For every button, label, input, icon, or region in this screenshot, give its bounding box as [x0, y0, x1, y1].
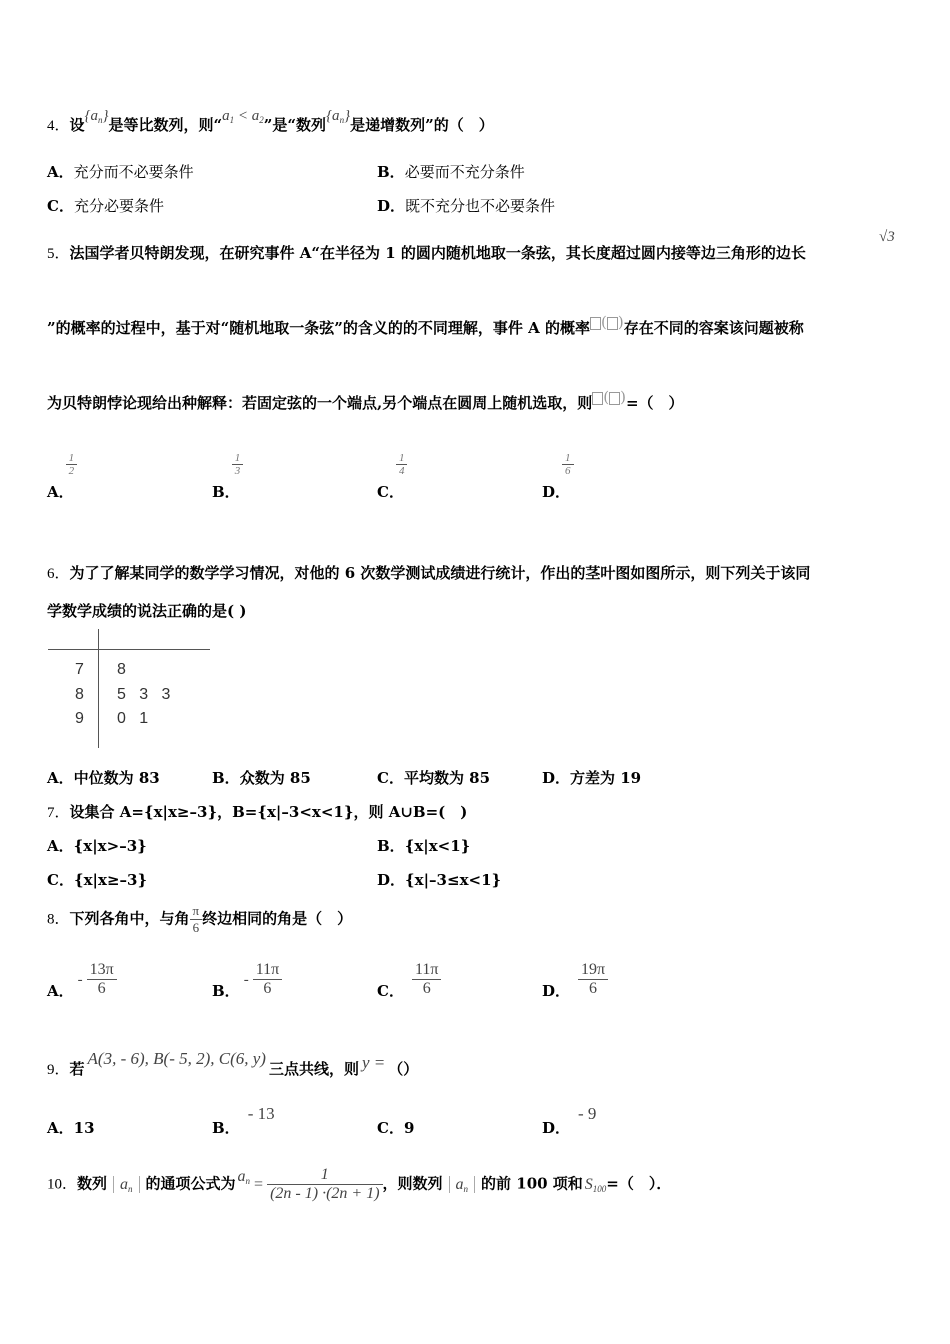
q10-sum: $S_{100}$ [584, 1175, 607, 1194]
q4-option-b[interactable]: B．必要而不充分条件 [377, 163, 525, 181]
q10-stem: 10．数列 $a_n$ 的通项公式为 $a_n$ = $\frac{1}{(2n - 1) \cdot(2n + 1)}$ ，则数列 $a_n$ 的前 100 项和 $S_{100}=$（ ）． [47, 1166, 672, 1202]
q5-line-2: ”的概率的过程中，基于对“随机地取一条弦”的含义的的不同理解，事件 A 的概率 ( )存在不同的容案该问题被称 [47, 313, 804, 337]
q10-seq: $a_n$ [113, 1176, 140, 1193]
q5-option-a[interactable]: A． $\frac{1}{2}$ [47, 452, 77, 477]
q4-option-a[interactable]: A．充分而不必要条件 [47, 163, 194, 181]
q9-number: 9． [47, 1062, 70, 1078]
stem-7: 7 [75, 661, 84, 678]
leaves-7: 8 [117, 661, 126, 678]
q5-option-b[interactable]: B． $\frac{1}{3}$ [212, 452, 243, 477]
q9-option-d[interactable]: D．- 9 [542, 1104, 597, 1137]
q6-line-1: 6．为了了解某同学的数学学习情况，对他的 6 次数学测试成绩进行统计，作出的茎叶图如图所示，则下列关于该同 [47, 564, 811, 582]
q5-option-c[interactable]: C． $\frac{1}{4}$ [377, 452, 407, 477]
q5-option-d[interactable]: D． $\frac{1}{6}$ [542, 452, 574, 477]
q7-number: 7． [47, 805, 70, 821]
q6-option-b[interactable]: B．众数为 85 [212, 769, 311, 787]
q7-option-d[interactable]: D．{x|–3≤x<1} [377, 871, 502, 889]
q4-option-d[interactable]: D．既不充分也不必要条件 [377, 197, 556, 215]
q4-seq-2: $\{a_n\}$ [326, 108, 351, 125]
q4-option-c[interactable]: C．充分必要条件 [47, 197, 164, 215]
q8-stem: 8．下列各角中，与角 $\frac{\pi}{6}$ 终边相同的角是（ ） [47, 903, 353, 935]
stem-leaf-hline [48, 649, 210, 650]
q6-option-d[interactable]: D．方差为 19 [542, 769, 642, 787]
q6-line-2: 学数学成绩的说法正确的是( ) [47, 602, 247, 620]
q7-option-a[interactable]: A．{x|x>–3} [47, 837, 147, 855]
q5-prob-symbol-2: ( ) [592, 388, 626, 406]
q6-option-c[interactable]: C．平均数为 85 [377, 769, 491, 787]
q10-number: 10． [47, 1176, 78, 1193]
q4-condition: $a_1 < a_2$ [222, 108, 264, 125]
q10-formula: $\frac{1}{(2n - 1) \cdot(2n + 1)}$ [267, 1166, 382, 1203]
stem-8: 8 [75, 686, 84, 703]
q8-angle: $\frac{\pi}{6}$ [190, 903, 203, 936]
stem-leaf-vline [98, 629, 99, 748]
q5-line-1: 5．法国学者贝特朗发现，在研究事件 A“在半径为 1 的圆内随机地取一条弦，其长度超过圆内接等边三角形的边长 [47, 244, 806, 262]
q8-number: 8． [47, 911, 70, 928]
q8-option-b[interactable]: B．- $\frac{11\pi}{6}$ [212, 961, 282, 998]
q9-option-c[interactable]: C．9 [377, 1119, 415, 1137]
q10-formula-lhs: $a_n$ [237, 1167, 251, 1186]
q6-option-a[interactable]: A．中位数为 83 [47, 769, 160, 787]
q5-prob-symbol: ( ) [590, 313, 624, 331]
q10-seq-2: $a_n$ [449, 1176, 476, 1193]
q9-stem: 9．若A(3, - 6), B(- 5, 2), C(6, y)三点共线，则 y = （） [47, 1049, 419, 1078]
stem-9: 9 [75, 710, 84, 727]
q9-var: y = [362, 1053, 386, 1072]
q9-option-b[interactable]: B．- 13 [212, 1104, 275, 1137]
q7-option-c[interactable]: C．{x|x≥–3} [47, 871, 148, 889]
q9-points: A(3, - 6), B(- 5, 2), C(6, y) [87, 1049, 266, 1068]
q8-option-d[interactable]: D． $\frac{19\pi}{6}$ [542, 961, 608, 998]
q6-number: 6． [47, 566, 70, 582]
q4-seq: $\{a_n\}$ [84, 108, 109, 125]
q8-option-a[interactable]: A．- $\frac{13\pi}{6}$ [47, 961, 117, 998]
q5-line-3: 为贝特朗悖论现给出种解释：若固定弦的一个端点,另个端点在圆周上随机选取，则 ( )=（ ） [47, 388, 684, 412]
q4-stem: 4．设$\{a_n\}$是等比数列，则“$a_1 < a_2$”是“数列$\{a_n\}$是递增数列”的（ ） [47, 108, 494, 134]
q4-number: 4． [47, 118, 70, 134]
q9-option-a[interactable]: A．13 [47, 1119, 95, 1137]
leaves-8: 5 3 3 [117, 686, 171, 703]
leaves-9: 0 1 [117, 710, 149, 727]
q7-option-b[interactable]: B．{x|x<1} [377, 837, 471, 855]
q5-number: 5． [47, 246, 70, 262]
q8-option-c[interactable]: C． $\frac{11\pi}{6}$ [377, 961, 441, 998]
q5-sqrt3: √3 [879, 229, 895, 245]
q7-stem: 7．设集合 A={x|x≥–3}，B={x|–3<x<1}，则 A∪B=( ) [47, 803, 468, 821]
